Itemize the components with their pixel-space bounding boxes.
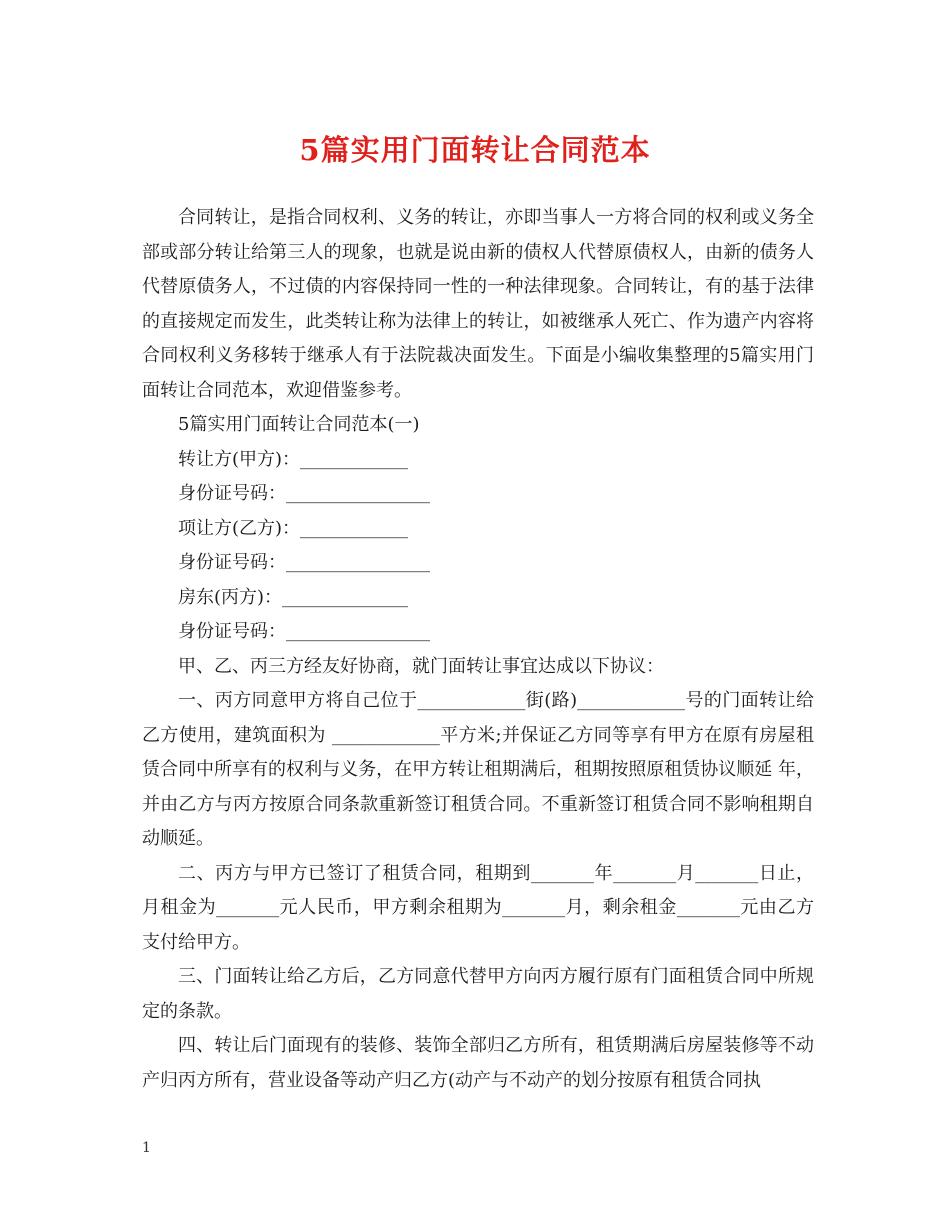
clause-1: 一、丙方同意甲方将自己位于____________街(路)____________号的门面转让给乙方使用，建筑面积为 ____________平方米;并保证乙方同等享有甲方在原有房屋租赁合同中所享有的权利与义务，在甲方转让租期满后，租期按照原租赁协议顺延 年，并由乙方与丙方按原合同条款重新签订租赁合同。不重新签订租赁合同不影响租期自动顺延。 (142, 690, 814, 849)
clause-3: 三、门面转让给乙方后，乙方同意代替甲方向丙方履行原有门面租赁合同中所规定的条款。 (142, 966, 814, 1022)
agreement-intro: 甲、乙、丙三方经友好协商，就门面转让事宜达成以下协议： (178, 655, 664, 677)
document-title: 5篇实用门面转让合同范本 (299, 133, 651, 167)
landlord-id-field: 身份证号码：________________ (178, 621, 430, 642)
transferee-field: 项让方(乙方)：____________ (178, 517, 409, 539)
page-number: 1 (142, 1140, 151, 1156)
landlord-field: 房东(丙方)：______________ (178, 586, 409, 608)
contract-heading: 5篇实用门面转让合同范本(一) (178, 414, 420, 435)
transferor-id-field: 身份证号码：________________ (178, 483, 430, 504)
clause-4: 四、转让后门面现有的装修、装饰全部归乙方所有，租赁期满后房屋装修等不动产归丙方所有，营业设备等动产归乙方(动产与不动产的划分按原有租赁合同执 (142, 1035, 814, 1091)
intro-paragraph: 合同转让，是指合同权利、义务的转让，亦即当事人一方将合同的权利或义务全部或部分转让给第三人的现象，也就是说由新的债权人代替原债权人，由新的债务人代替原债务人，不过债的内容保持同一性的一种法律现象。合同转让，有的基于法律的直接规定而发生，此类转让称为法律上的转让，如被继承人死亡、作为遗产内容将合同权利义务移转于继承人有于法院裁决面发生。下面是小编收集整理的5篇实用门面转让合同范本，欢迎借鉴参考。 (142, 207, 814, 401)
clause-2: 二、丙方与甲方已签订了租赁合同，租期到_______年_______月_______日止，月租金为_______元人民币，甲方剩余租期为_______月，剩余租金_______元由乙方支付给甲方。 (142, 862, 814, 953)
transferor-field: 转让方(甲方)：____________ (178, 448, 409, 470)
transferee-id-field: 身份证号码：________________ (178, 552, 430, 573)
document-body (142, 201, 814, 1098)
